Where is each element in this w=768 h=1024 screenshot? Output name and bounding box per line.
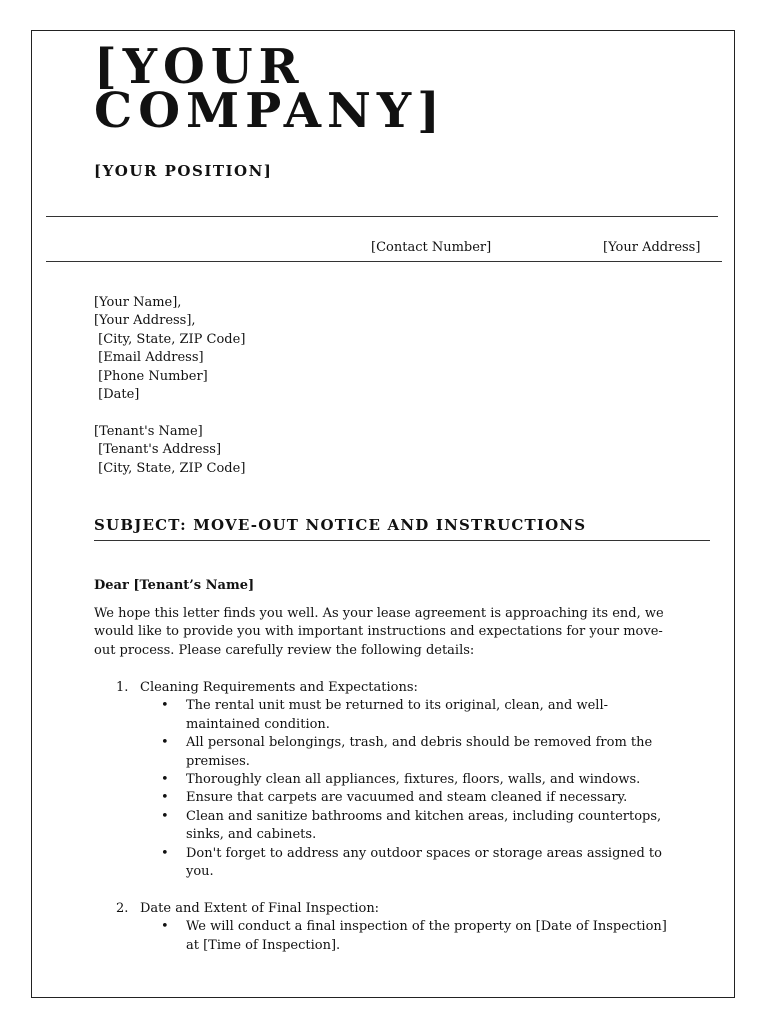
recipient-city: [City, State, ZIP Code]	[94, 460, 246, 476]
recipient-name: [Tenant's Name]	[94, 424, 203, 439]
section-1-bullets	[94, 697, 674, 881]
section-2-number: 2.	[116, 901, 129, 916]
bullet-icon: •	[161, 790, 169, 806]
header-divider-top	[46, 216, 718, 217]
position-title: [YOUR POSITION]	[94, 162, 273, 180]
list-item: • All personal belongings, trash, and debris should be removed from the premises.	[161, 735, 653, 769]
list-item: • Clean and sanitize bathrooms and kitchen areas, including countertops, sinks, and cabinets.	[161, 808, 662, 843]
section-2-title: Date and Extent of Final Inspection:	[140, 901, 380, 916]
recipient-address: [Tenant's Address]	[94, 442, 222, 458]
contact-number: [Contact Number]	[371, 240, 492, 255]
greeting: Dear [Tenant’s Name]	[94, 578, 255, 593]
sender-phone: [Phone Number]	[94, 368, 208, 384]
list-item: • The rental unit must be returned to its original, clean, and well-maintained condition.	[161, 698, 609, 732]
sender-date: [Date]	[94, 387, 140, 403]
bullet-icon: •	[161, 919, 169, 935]
company-name	[94, 39, 694, 139]
section-2	[94, 900, 674, 955]
list-item: • Ensure that carpets are vacuumed and steam cleaned if necessary.	[94, 789, 674, 807]
bullet-icon: •	[161, 808, 169, 824]
company-name-line1: [YOUR	[94, 39, 305, 95]
section-1-heading	[94, 679, 674, 697]
recipient-block	[94, 423, 245, 478]
list-item: • Don't forget to address any outdoor spaces or storage areas assigned to you.	[161, 845, 662, 880]
section-2-heading	[94, 900, 674, 918]
sender-city: [City, State, ZIP Code]	[94, 331, 246, 347]
bullet-icon: •	[161, 698, 169, 714]
section-2-bullets	[94, 918, 674, 955]
header-address: [Your Address]	[603, 240, 701, 255]
sender-block	[94, 294, 245, 404]
section-1-title: Cleaning Requirements and Expectations:	[140, 680, 418, 695]
intro-paragraph: We hope this letter finds you well. As your lease agreement is approaching its end, we would like to provide you with important instructions and expectations for your move-out process. Please carefully review the following details:	[94, 606, 664, 658]
bullet-icon: •	[161, 735, 169, 751]
bullet-icon: •	[161, 772, 169, 788]
subject-underline	[94, 540, 710, 541]
bullet-icon: •	[161, 845, 169, 861]
list-item: • Thoroughly clean all appliances, fixtures, floors, walls, and windows.	[94, 771, 674, 789]
company-name-line2: COMPANY]	[94, 83, 446, 139]
header-divider-bottom	[46, 261, 722, 262]
letter-page	[31, 30, 735, 998]
list-item: • We will conduct a final inspection of the property on [Date of Inspection] at [Time of Inspection].	[161, 919, 667, 953]
sender-email: [Email Address]	[94, 350, 204, 366]
subject-heading: SUBJECT: MOVE-OUT NOTICE AND INSTRUCTIONS	[94, 516, 587, 534]
sender-name: [Your Name],	[94, 295, 182, 310]
section-1-number: 1.	[116, 680, 129, 695]
section-1	[94, 679, 674, 881]
sender-address: [Your Address],	[94, 313, 196, 329]
